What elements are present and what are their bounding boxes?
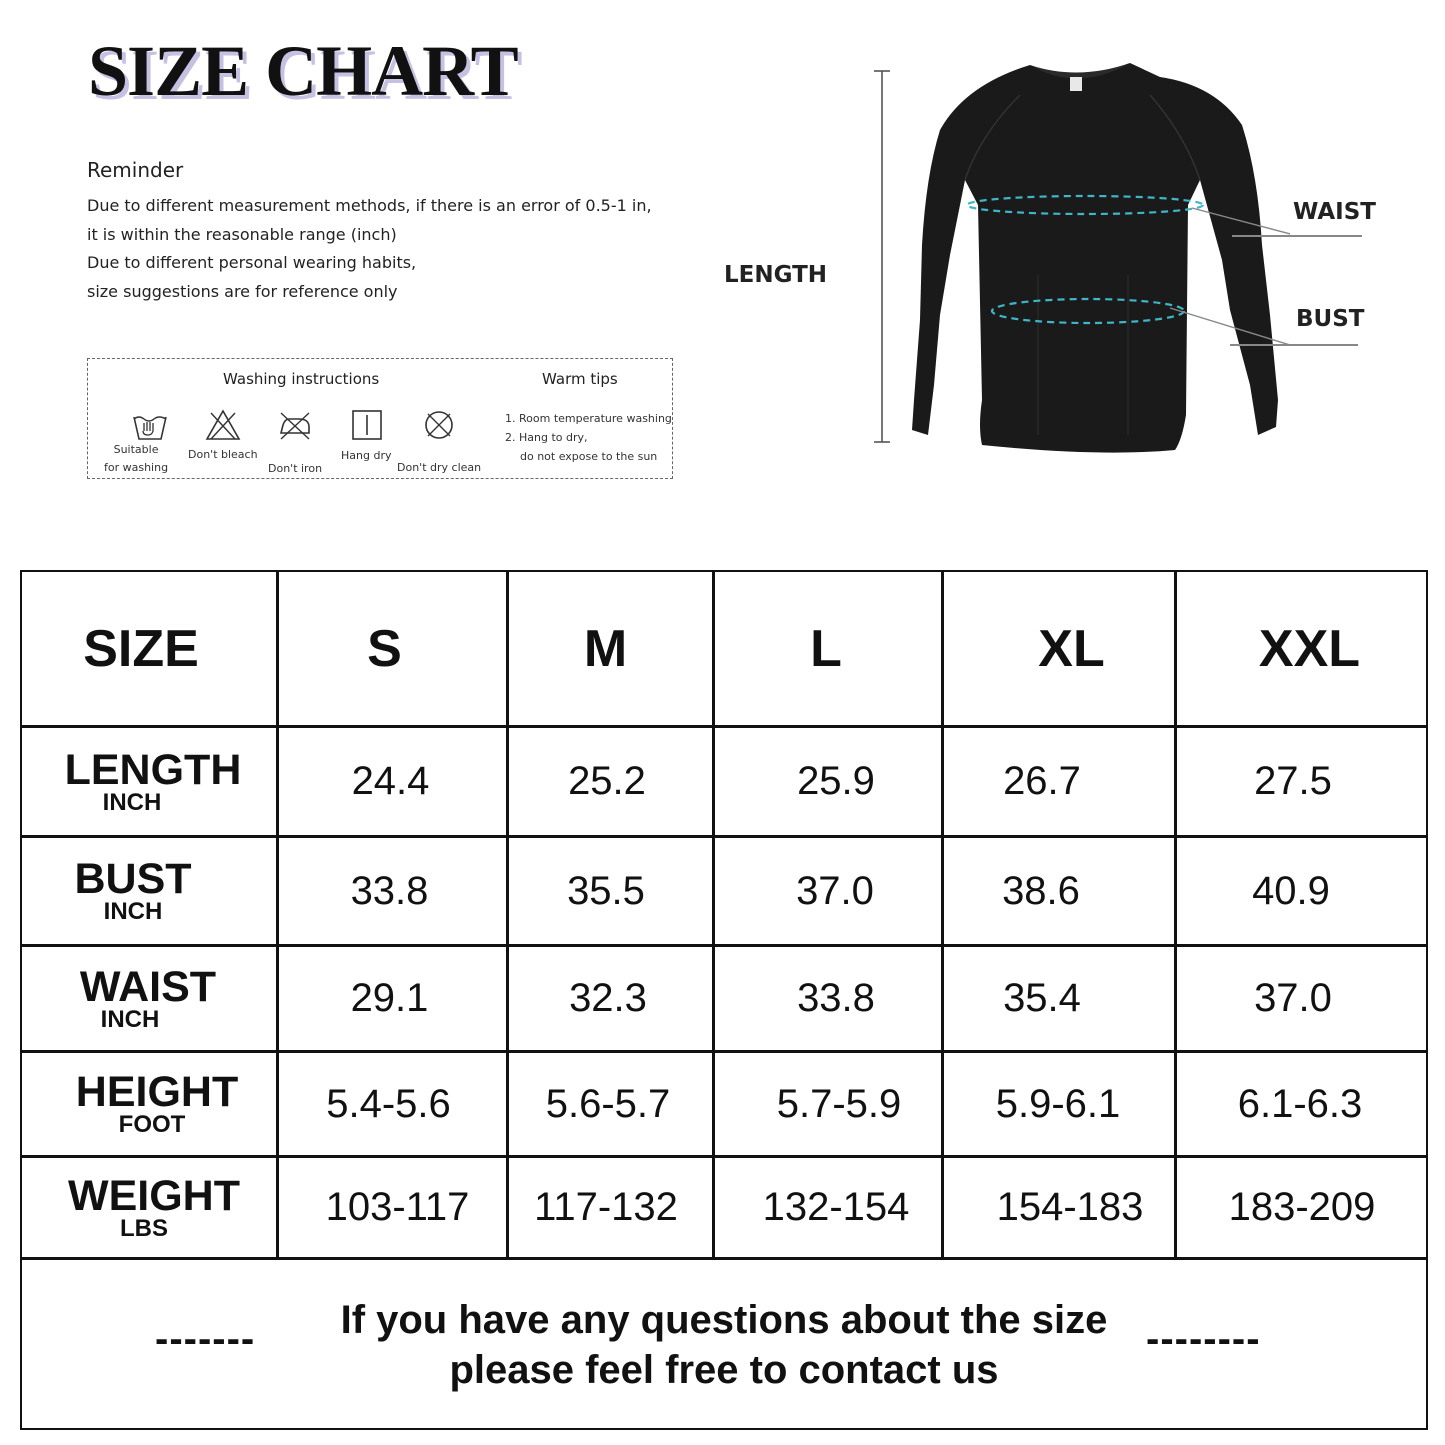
footer-dash-right: -------- [1146, 1317, 1261, 1361]
reminder-line: Due to different measurement methods, if there is an error of 0.5-1 in, [87, 196, 652, 215]
reminder-line: it is within the reasonable range (inch) [87, 225, 397, 244]
bust-label: BUST [1296, 306, 1365, 332]
no-iron-icon [275, 407, 315, 443]
table-cell: 183-209 [1228, 1185, 1376, 1229]
table-cell: 5.9-6.1 [995, 1081, 1121, 1126]
care-instructions-box [87, 358, 673, 479]
table-cell: 33.8 [350, 868, 429, 913]
size-tag [1070, 77, 1082, 91]
table-cell: 5.4-5.6 [326, 1081, 451, 1126]
table-cell: 24.4 [351, 759, 430, 803]
care-label: Don't dry clean [397, 461, 482, 474]
no-dry-clean-icon [419, 407, 459, 443]
care-label: Hang dry [341, 449, 392, 462]
table-cell: 154-183 [996, 1185, 1144, 1229]
table-cell: 33.8 [797, 976, 875, 1020]
shirt-illustration [912, 63, 1278, 453]
table-cell: 132-154 [762, 1185, 910, 1229]
table-cell: 35.5 [567, 868, 645, 913]
table-cell: 29.1 [350, 976, 429, 1020]
table-cell: 35.4 [1003, 976, 1081, 1020]
row-label-length: LENGTH INCH [64, 745, 242, 816]
header-size-m: M [583, 619, 628, 678]
header-size: SIZE [83, 619, 199, 678]
care-label: Don't iron [268, 462, 323, 475]
warm-tip: do not expose to the sun [520, 450, 658, 463]
waist-label: WAIST [1293, 199, 1376, 225]
care-label: Don't bleach [188, 448, 258, 461]
length-label: LENGTH [724, 262, 828, 288]
footer-dash-left: ------- [155, 1317, 256, 1361]
care-label: Suitable for washing [104, 443, 169, 474]
table-cell: 5.7-5.9 [776, 1081, 902, 1126]
table-cell: 32.3 [569, 976, 647, 1020]
hang-dry-icon [347, 407, 387, 443]
table-cell: 25.9 [797, 759, 875, 803]
warm-tip: 2. Hang to dry, [505, 431, 588, 444]
size-table [20, 570, 1428, 1430]
table-cell: 6.1-6.3 [1237, 1081, 1363, 1126]
table-cell: 37.0 [1254, 976, 1332, 1020]
header-size-xl: XL [1038, 619, 1105, 678]
row-label-weight: WEIGHT LBS [68, 1171, 240, 1242]
table-cell: 40.9 [1252, 868, 1330, 913]
table-cell: 25.2 [568, 759, 646, 803]
wash-tub-icon [130, 407, 170, 443]
no-bleach-icon [203, 407, 243, 443]
row-label-height: HEIGHT FOOT [75, 1068, 239, 1138]
reminder-line: Due to different personal wearing habits, [87, 253, 417, 272]
header-size-s: S [367, 619, 402, 678]
footer-line-2: please feel free to contact us [449, 1348, 999, 1392]
page-title: SIZE CHART [88, 31, 518, 111]
shirt-measurement-diagram [870, 55, 1290, 475]
table-cell: 37.0 [796, 868, 874, 913]
footer-line-1: If you have any questions about the size [340, 1298, 1108, 1342]
table-cell: 5.6-5.7 [545, 1081, 671, 1126]
row-divider [22, 1257, 1426, 1260]
reminder-line: size suggestions are for reference only [87, 282, 398, 301]
header-size-xxl: XXL [1258, 619, 1361, 678]
warm-tip: 1. Room temperature washing [505, 412, 672, 425]
table-cell: 117-132 [534, 1185, 678, 1229]
row-label-bust: BUST INCH [74, 855, 192, 925]
table-cell: 103-117 [325, 1185, 470, 1229]
header-size-l: L [810, 619, 842, 678]
warm-tips-heading: Warm tips [542, 370, 618, 388]
table-cell: 26.7 [1003, 759, 1081, 803]
table-cell: 38.6 [1002, 868, 1080, 913]
reminder-heading: Reminder [87, 158, 184, 182]
row-label-waist: WAIST INCH [79, 962, 217, 1033]
table-cell: 27.5 [1254, 759, 1332, 803]
washing-instructions-heading: Washing instructions [223, 370, 380, 388]
